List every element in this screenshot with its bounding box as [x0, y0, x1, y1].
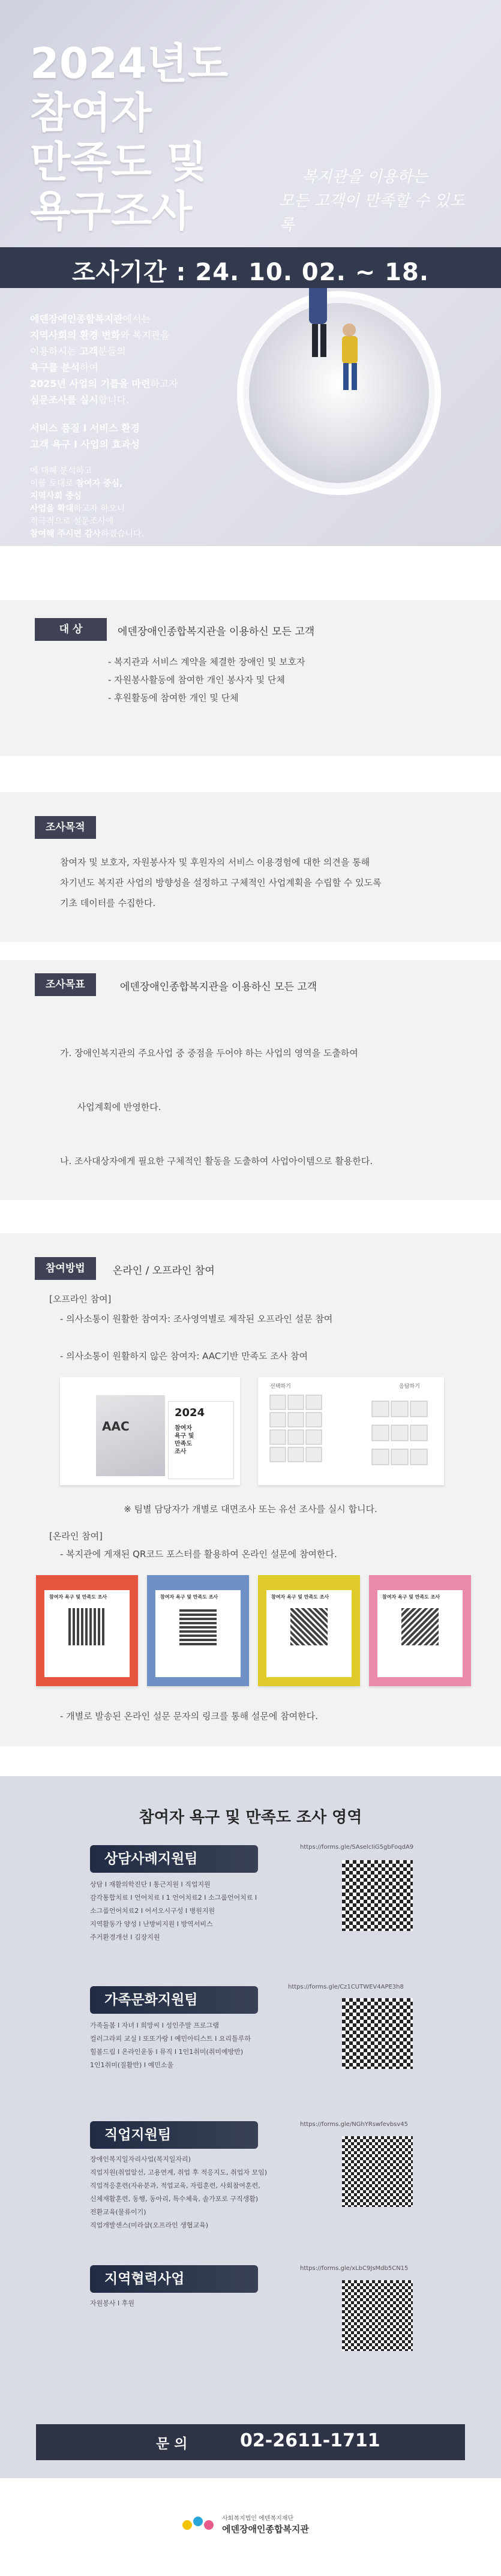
booklet-title	[175, 1425, 194, 1456]
hero-title-line: 참여자	[30, 88, 152, 137]
goals-list	[60, 1008, 379, 1200]
intro-text: 하겠습니다.	[100, 529, 145, 539]
contact-label: 문 의	[156, 2436, 188, 2452]
footer-org-name: 에덴장애인종합복지관	[222, 2524, 309, 2535]
purpose-text	[60, 852, 382, 913]
footer-foundation: 사회복지법인 에덴복지재단	[222, 2515, 294, 2522]
survey-period: 조사기간 : 24. 10. 02. ~ 18.	[71, 259, 430, 286]
intro-line	[30, 503, 246, 515]
team-job-url: https://forms.gle/NGhYRswfevbsv45	[300, 2121, 408, 2128]
goal-item-line: 가. 장애인복지관의 주요사업 중 중점을 두어야 하는 사업의 영역을 도출하여	[60, 1048, 358, 1058]
program-line: 전환교육(물류이기)	[90, 2208, 146, 2216]
target-list	[108, 653, 305, 707]
hero-title-line: 2024년도	[30, 39, 229, 88]
intro-strong: 고객	[79, 346, 98, 357]
team-family-header: 가족문화지원팀	[90, 1986, 258, 2014]
contact-section	[0, 2406, 501, 2478]
team-community-url: https://forms.gle/xLbC9JsMdb5CN15	[300, 2265, 409, 2272]
team-family-qr-icon[interactable]	[342, 1998, 413, 2069]
method-label: 참여방법	[35, 1257, 96, 1280]
target-item: - 자원봉사활동에 참여한 개인 봉사자 및 단체	[108, 674, 285, 685]
hero-title-line: 만족도 및	[30, 137, 207, 187]
intro-block-2	[30, 420, 246, 452]
team-community-header: 지역협력사업	[90, 2265, 258, 2293]
target-label: 대 상	[35, 618, 107, 641]
booklet-page	[96, 1395, 165, 1476]
program-line: 장애인복지일자리사업(복지일자리)	[90, 2155, 191, 2163]
booklet-title-line: 참여자	[175, 1425, 192, 1432]
intro-line	[30, 392, 246, 408]
intro-strong: 욕구를 분석	[30, 362, 80, 373]
program-line: 직업적응훈련(자유분과, 적업교육, 자립훈련, 사회참여훈련,	[90, 2182, 260, 2190]
method-section	[0, 1233, 501, 1746]
intro-line	[30, 490, 246, 503]
booklet-cover-page	[168, 1401, 234, 1479]
target-desc: 에덴장애인종합복지관을 이용하신 모든 고객	[118, 626, 315, 638]
qr-code-icon	[68, 1608, 106, 1645]
program-line: 지역활동가 양성 I 난방비지원 I 방역서비스	[90, 1920, 213, 1928]
intro-text: 하여	[79, 362, 98, 373]
method-note: ※ 팀별 담당자가 개별로 대면조사 또는 유선 조사를 실시 합니다.	[124, 1504, 377, 1515]
intro-text: 하고자 하오니	[73, 504, 125, 514]
online-line-2: - 개별로 발송된 온라인 설문 문자의 링크를 통해 설문에 참여한다.	[60, 1711, 318, 1722]
purpose-label: 조사목적	[35, 816, 96, 839]
slogan-line: 모든 고객이 만족할 수 있도록	[279, 192, 465, 234]
offline-line-1: - 의사소통이 원활한 참여자: 조사영역별로 제작된 오프라인 설문 참여	[60, 1314, 333, 1324]
booklet-tab-2: 응답하기	[399, 1384, 420, 1390]
footer	[0, 2478, 501, 2576]
program-line: 소그룹언어치료2 I 어서오시구성 I 병원지원	[90, 1907, 215, 1915]
intro-strong: 심문조사를 실시	[30, 394, 98, 406]
team-counseling-header: 상담사례지원팀	[90, 1845, 258, 1873]
goals-label: 조사목표	[35, 973, 96, 996]
magnifier-illustration	[210, 288, 486, 540]
purpose-section	[0, 792, 501, 942]
intro-strong: 참여자 중심,	[76, 479, 123, 488]
eden-logo-icon	[180, 2514, 216, 2532]
intro-line	[30, 465, 246, 478]
online-line-1: - 복지관에 게재된 QR코드 포스터를 활용하여 온라인 설문에 참여한다.	[60, 1549, 337, 1560]
intro-block-3	[30, 465, 246, 541]
team-counseling-qr-icon[interactable]	[342, 1860, 413, 1931]
booklet-tab: 선택하기	[270, 1384, 291, 1390]
aac-booklet-inner	[258, 1377, 444, 1485]
team-job-qr-icon[interactable]	[342, 2136, 413, 2207]
intro-block-1	[30, 311, 246, 408]
intro-line	[30, 311, 246, 327]
intro-text: 와 복지관을	[120, 329, 170, 341]
regions-section	[0, 1776, 501, 2406]
qr-code-icon	[179, 1608, 217, 1645]
intro-line	[30, 376, 246, 392]
booklet-title-line: 만족도	[175, 1441, 192, 1447]
qr-poster-yellow	[258, 1575, 360, 1686]
intro-line: 서비스 품질 I 서비스 환경	[30, 422, 140, 434]
intro-line	[30, 327, 246, 343]
hero-section	[0, 0, 501, 546]
booklet-year: 2024	[175, 1407, 205, 1419]
contact-bar	[36, 2424, 465, 2460]
intro-strong: 에덴장애인종합복지관	[30, 313, 123, 325]
intro-text: 분들의	[98, 346, 126, 357]
intro-text: 이를 토대로	[30, 479, 76, 488]
team-job-list	[90, 2153, 336, 2232]
team-counseling-url: https://forms.gle/SAselcIiG5gbFoqdA9	[300, 1844, 414, 1851]
goals-section	[0, 960, 501, 1200]
qr-poster-pink	[369, 1575, 471, 1686]
intro-strong: 지역사회 중심	[30, 491, 82, 501]
booklet-aac: AAC	[102, 1419, 130, 1434]
qr-code-icon	[290, 1608, 328, 1645]
intro-line: 고객 욕구 I 사업의 효과성	[30, 439, 140, 450]
intro-line	[30, 528, 246, 541]
program-line: 컬러그라피 교실 I 또또가랑 I 예민아티스트 I 요리틀루하	[90, 2035, 251, 2043]
intro-text: 하고자	[150, 378, 178, 389]
goals-desc: 에덴장애인종합복지관을 이용하신 모든 고객	[120, 981, 317, 993]
program-line: 직업개발센스(미라샵(오프라인 생협교육)	[90, 2221, 209, 2229]
poster-paper	[155, 1590, 241, 1677]
slogan-line: 복지관을 이용하는	[302, 168, 428, 186]
program-line: 상담 I 재활의학진단 I 통근지원 I 직업지원	[90, 1881, 211, 1888]
intro-line	[30, 515, 246, 528]
intro-line	[30, 359, 246, 376]
poster-title: 참여자 욕구 및 만족도 조사	[382, 1594, 440, 1600]
intro-text: 합니다.	[98, 394, 130, 406]
purpose-line: 기초 데이터를 수집한다.	[60, 898, 156, 908]
poster-title: 참여자 욕구 및 만족도 조사	[49, 1594, 107, 1600]
qr-poster-blue	[147, 1575, 249, 1686]
goal-item-line: 나. 조사대상자에게 필요한 구체적인 활동을 도출하여 사업아이템으로 활용한다.	[60, 1156, 373, 1166]
program-line: 자원봉사 I 후원	[90, 2299, 134, 2307]
regions-title: 참여자 욕구 및 만족도 조사 영역	[139, 1809, 362, 1827]
offline-heading: [오프라인 참여]	[49, 1294, 112, 1305]
target-item: - 복지관과 서비스 계약을 체결한 장애인 및 보호자	[108, 656, 305, 667]
poster-title: 참여자 욕구 및 만족도 조사	[160, 1594, 218, 1600]
intro-strong: 2025년 사업의 기틀을 마련	[30, 378, 151, 389]
hero-title-line: 욕구조사	[30, 187, 193, 236]
program-line: 1인1취미(질활반) I 예민소울	[90, 2061, 174, 2069]
intro-text: 이용하시는	[30, 346, 80, 357]
hero-slogan	[279, 165, 477, 237]
aac-symbol-grid	[264, 1392, 438, 1482]
booklet-title-line: 조사	[175, 1449, 187, 1455]
qr-poster-red	[36, 1575, 138, 1686]
intro-line	[30, 478, 246, 490]
online-heading: [온라인 참여]	[49, 1531, 103, 1542]
goal-item-line: 사업계획에 반영한다.	[60, 1102, 161, 1112]
offline-line-2: - 의사소통이 원활하지 않은 참여자: AAC기반 만족도 조사 참여	[60, 1351, 308, 1362]
intro-text: 에 대해 분석하고	[30, 466, 92, 476]
method-desc: 온라인 / 오프라인 참여	[113, 1265, 215, 1277]
team-family-list	[90, 2019, 336, 2072]
team-counseling-list	[90, 1878, 330, 1944]
program-line: 신체재활훈련, 동행, 동아리, 특수체육, 솔가포로 구직생활)	[90, 2195, 259, 2203]
purpose-line: 참여자 및 보호자, 자원봉사자 및 후원자의 서비스 이용경험에 대한 의견을 통해	[60, 857, 370, 868]
booklet-title-line: 욕구 및	[175, 1433, 194, 1440]
target-item: - 후원활동에 참여한 개인 및 단체	[108, 692, 239, 703]
poster-paper	[44, 1590, 130, 1677]
contact-phone[interactable]: 02-2611-1711	[240, 2430, 380, 2451]
intro-strong: 지역사회의 환경 변화	[30, 329, 121, 341]
program-line: 주거환경개선 I 김장지원	[90, 1933, 160, 1941]
program-line: 가족돌봄 I 자녀 I 희망씨 I 성인주말 프로그램	[90, 2022, 219, 2029]
program-line: 직업지원(취업알선, 고용연계, 취업 후 적응지도, 취업자 모임)	[90, 2169, 268, 2176]
qr-code-icon	[401, 1608, 439, 1645]
team-job-header: 직업지원팀	[90, 2121, 258, 2149]
intro-strong: 참여해 주시면 감사	[30, 529, 101, 539]
intro-line	[30, 343, 246, 359]
target-section	[0, 600, 501, 756]
program-line: 힐볼드림 I 온라인운동 I 뮤직 I 1인1취미(취미예방반)	[90, 2048, 244, 2056]
team-community-qr-icon[interactable]	[342, 2280, 413, 2351]
intro-text: 에서는	[122, 313, 151, 325]
poster-paper	[377, 1590, 463, 1677]
team-community-list	[90, 2297, 134, 2310]
poster-title: 참여자 욕구 및 만족도 조사	[271, 1594, 329, 1600]
poster-paper	[266, 1590, 352, 1677]
program-line: 감각통합치료 I 언어치료 I 1 언어치료2 I 소그룹언어치료 I	[90, 1894, 257, 1902]
intro-text: 적극적으로 설문조사에	[30, 517, 114, 526]
intro-strong: 사업을 확대	[30, 504, 74, 514]
aac-booklet-cover	[60, 1377, 240, 1485]
team-family-url: https://forms.gle/Cz1CUTWEV4APE3h8	[288, 1984, 404, 1990]
purpose-line: 차기년도 복지관 사업의 방향성을 설정하고 구체적인 사업계획을 수립할 수 있도록	[60, 877, 382, 888]
